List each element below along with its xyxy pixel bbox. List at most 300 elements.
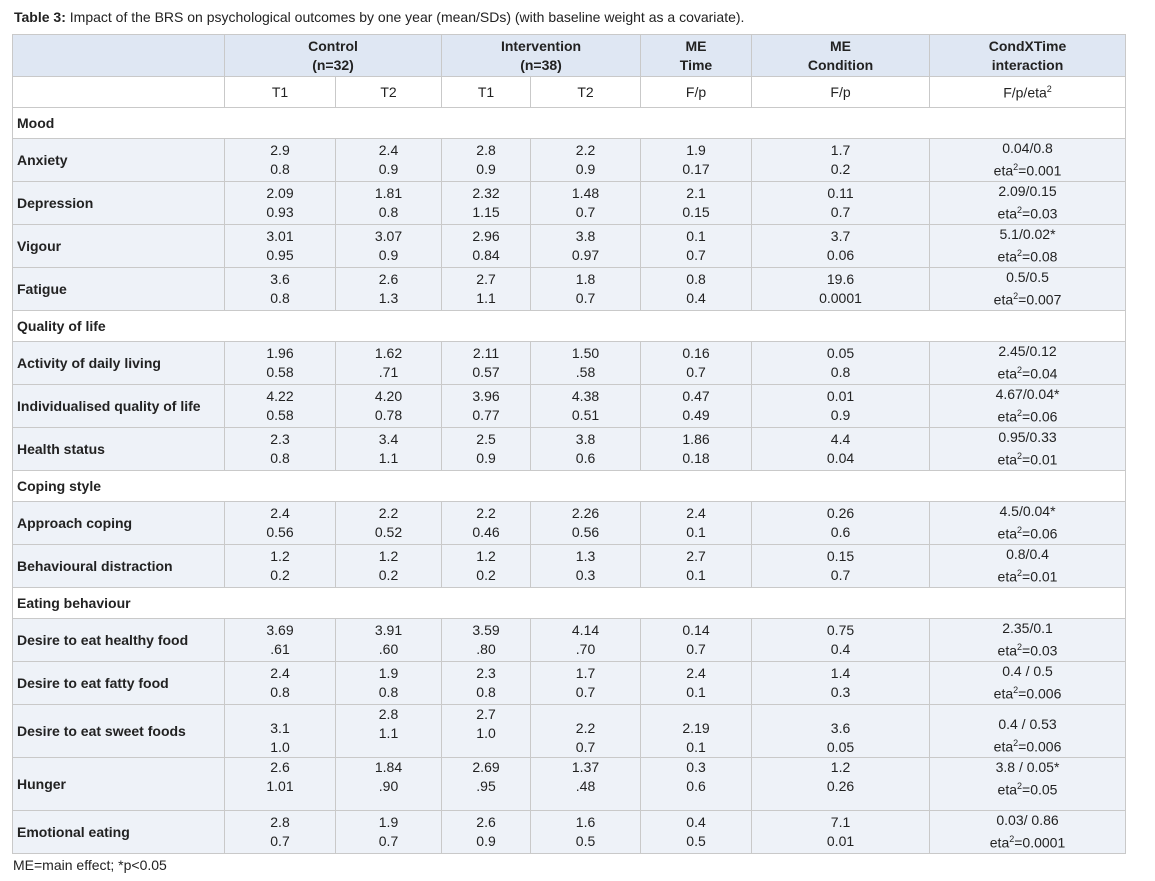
cell-value-mean: 1.81 — [374, 185, 403, 201]
cell-value-sd: eta$^2$=0.04 — [997, 365, 1058, 382]
table-cell — [225, 342, 336, 385]
table-cell — [641, 182, 752, 225]
table-cell — [752, 545, 930, 588]
header-intervention: Intervention (n=38) — [442, 35, 641, 77]
cell-value-sd: 0.52 — [374, 524, 403, 540]
row-label: Approach coping — [13, 502, 225, 545]
cell-value-mean: 1.2 — [830, 759, 851, 775]
cell-value-sd: 1.0 — [270, 739, 290, 755]
table-cell — [752, 225, 930, 268]
cell-value-mean: 1.62 — [374, 345, 403, 361]
cell-value-sd: 0.7 — [830, 567, 851, 583]
cell-value-sd: .71 — [378, 364, 399, 380]
table-cell — [336, 502, 442, 545]
cell-value-mean: 3.6 — [830, 720, 851, 736]
row-label: Desire to eat fatty food — [13, 662, 225, 705]
cell-value-mean: 0.5/0.5 — [1006, 269, 1049, 286]
cell-value-mean: 2.96 — [472, 228, 500, 244]
cell-value-mean: 3.01 — [266, 228, 294, 244]
cell-value-mean: 7.1 — [830, 814, 851, 830]
cell-value-mean: 0.01 — [826, 388, 855, 404]
table-caption — [14, 9, 744, 25]
cell-value-sd: eta$^2$=0.03 — [997, 205, 1058, 222]
subheader-cell: F/p — [641, 77, 752, 108]
cell-value-mean: 5.1/0.02* — [999, 226, 1056, 243]
table-cell — [442, 545, 531, 588]
header-me-condition: ME Condition — [752, 35, 930, 77]
cell-value-sd: 0.97 — [571, 247, 600, 263]
cell-value-sd: 0.9 — [378, 161, 399, 177]
cell-value-mean: 3.4 — [378, 431, 399, 447]
cell-value-sd: 0.93 — [266, 204, 294, 220]
table-cell — [641, 811, 752, 854]
cell-value-mean: 1.3 — [575, 548, 596, 564]
cell-value-sd: 0.7 — [686, 641, 706, 657]
cell-value-mean: 2.35/0.1 — [1002, 620, 1053, 637]
cell-value-mean: 1.9 — [378, 814, 399, 830]
cell-value-sd: 0.26 — [826, 778, 855, 794]
cell-value-sd: 0.4 — [686, 290, 706, 306]
row-label: Behavioural distraction — [13, 545, 225, 588]
group-label: Mood — [13, 108, 1126, 139]
table-cell — [930, 385, 1126, 428]
table-cell — [225, 182, 336, 225]
table-row — [13, 662, 1126, 705]
table-cell — [531, 342, 641, 385]
cell-value-mean: 2.7 — [476, 706, 496, 722]
cell-value-sd: 0.6 — [686, 778, 706, 794]
cell-value-sd: .70 — [575, 641, 596, 657]
cell-value-mean: 1.9 — [686, 142, 706, 158]
cell-value-mean: 19.6 — [826, 271, 855, 287]
table-cell — [752, 758, 930, 811]
cell-value-sd: 0.5 — [575, 833, 596, 849]
cell-value-sd: 0.5 — [686, 833, 706, 849]
table-cell — [641, 619, 752, 662]
cell-value-mean: 2.2 — [575, 720, 596, 736]
table-row — [13, 268, 1126, 311]
cell-value-mean: 4.67/0.04* — [995, 386, 1060, 403]
cell-value-mean: 2.7 — [476, 271, 496, 287]
group-label: Quality of life — [13, 311, 1126, 342]
cell-value-sd: 0.56 — [571, 524, 600, 540]
cell-value-sd: eta$^2$=0.01 — [997, 451, 1058, 468]
cell-value-sd: 0.1 — [686, 567, 706, 583]
cell-value-sd: 0.6 — [830, 524, 851, 540]
cell-value-sd: 0.9 — [378, 247, 399, 263]
cell-value-mean: 2.26 — [571, 505, 600, 521]
cell-value-sd: 0.8 — [270, 684, 290, 700]
cell-value-sd: 0.95 — [266, 247, 294, 263]
cell-value-sd: .58 — [575, 364, 596, 380]
table-cell — [442, 139, 531, 182]
table-cell — [930, 811, 1126, 854]
table-cell — [336, 545, 442, 588]
row-label: Desire to eat sweet foods — [13, 705, 225, 758]
cell-value-mean: 1.86 — [682, 431, 710, 447]
table-cell — [442, 342, 531, 385]
table-row — [13, 545, 1126, 588]
table-cell — [531, 139, 641, 182]
cell-value-mean: 2.9 — [270, 142, 290, 158]
cell-value-sd: 0.3 — [830, 684, 851, 700]
cell-value-sd: 0.2 — [378, 567, 399, 583]
cell-value-mean: 1.2 — [378, 548, 399, 564]
table-cell — [752, 619, 930, 662]
table-cell — [930, 619, 1126, 662]
row-label: Desire to eat healthy food — [13, 619, 225, 662]
cell-value-sd: eta$^2$=0.001 — [993, 162, 1062, 179]
cell-value-sd: eta$^2$=0.007 — [993, 291, 1062, 308]
subheader-cell: F/p/eta$^2$ — [930, 77, 1126, 108]
cell-value-sd: 0.9 — [476, 833, 496, 849]
table-cell — [752, 502, 930, 545]
cell-value-mean: 2.45/0.12 — [998, 343, 1057, 360]
table-cell — [930, 139, 1126, 182]
table-cell — [752, 811, 930, 854]
cell-value-mean: 1.7 — [830, 142, 851, 158]
cell-value-mean: 1.8 — [575, 271, 596, 287]
cell-value-mean: 0.05 — [826, 345, 855, 361]
table-row — [13, 385, 1126, 428]
cell-value-sd: 0.9 — [476, 450, 496, 466]
cell-value-sd: eta$^2$=0.06 — [997, 525, 1058, 542]
cell-value-mean: 3.7 — [830, 228, 851, 244]
subheader-cell: T1 — [442, 77, 531, 108]
cell-value-mean: 3.8 — [575, 431, 596, 447]
cell-value-mean: 0.4 / 0.53 — [998, 716, 1057, 733]
cell-value-sd: eta$^2$=0.0001 — [989, 834, 1066, 851]
cell-value-sd: 0.78 — [374, 407, 403, 423]
table-cell — [442, 619, 531, 662]
table-cell — [531, 225, 641, 268]
cell-value-sd: eta$^2$=0.006 — [993, 738, 1062, 755]
cell-value-mean: 2.4 — [686, 665, 706, 681]
cell-value-mean: 4.14 — [571, 622, 600, 638]
table-cell — [336, 662, 442, 705]
group-row — [13, 108, 1126, 139]
table-cell — [225, 268, 336, 311]
cell-value-mean: 0.4 / 0.5 — [1002, 663, 1053, 680]
cell-value-sd: 0.8 — [378, 204, 399, 220]
cell-value-sd: 0.0001 — [819, 290, 862, 306]
cell-value-mean: 2.6 — [270, 759, 290, 775]
cell-value-sd: eta$^2$=0.08 — [997, 248, 1058, 265]
cell-value-mean: 2.19 — [682, 720, 710, 736]
table-cell — [531, 758, 641, 811]
table-cell — [752, 705, 930, 758]
cell-value-mean: 1.2 — [270, 548, 290, 564]
cell-value-sd: 0.9 — [575, 161, 596, 177]
table-cell — [930, 705, 1126, 758]
cell-value-mean: 3.96 — [472, 388, 500, 404]
footnote: ME=main effect; *p<0.05 — [13, 857, 167, 873]
cell-value-mean: 2.5 — [476, 431, 496, 447]
table-row — [13, 705, 1126, 758]
cell-value-mean: 1.4 — [830, 665, 851, 681]
cell-value-sd: 0.7 — [575, 204, 596, 220]
cell-value-mean: 0.15 — [826, 548, 855, 564]
table-cell — [641, 225, 752, 268]
cell-value-mean: 1.37 — [571, 759, 600, 775]
cell-value-sd: 0.84 — [472, 247, 500, 263]
cell-value-mean: 0.04/0.8 — [1002, 140, 1053, 157]
results-table — [12, 34, 1126, 854]
cell-value-sd: 0.7 — [378, 833, 399, 849]
cell-value-mean: 2.2 — [378, 505, 399, 521]
table-cell — [442, 428, 531, 471]
cell-value-sd: 0.7 — [270, 833, 290, 849]
cell-value-sd: 0.56 — [266, 524, 294, 540]
cell-value-sd: 0.8 — [830, 364, 851, 380]
table-cell — [930, 545, 1126, 588]
cell-value-mean: 3.91 — [374, 622, 403, 638]
table-cell — [752, 428, 930, 471]
table-cell — [336, 428, 442, 471]
cell-value-sd: 0.4 — [830, 641, 851, 657]
cell-value-sd: eta$^2$=0.03 — [997, 642, 1058, 659]
table-cell — [531, 545, 641, 588]
cell-value-sd: 0.2 — [476, 567, 496, 583]
group-label: Eating behaviour — [13, 588, 1126, 619]
table-cell — [930, 502, 1126, 545]
cell-value-mean: 0.26 — [826, 505, 855, 521]
subheader-cell: T2 — [336, 77, 442, 108]
cell-value-mean: 0.03/ 0.86 — [996, 812, 1059, 829]
table-cell — [930, 428, 1126, 471]
cell-value-sd: 0.46 — [472, 524, 500, 540]
subheader-eta-text: F/p/eta — [1003, 84, 1047, 101]
cell-value-mean: 2.09 — [266, 185, 294, 201]
table-cell — [225, 139, 336, 182]
table-cell — [225, 428, 336, 471]
table-cell — [641, 705, 752, 758]
cell-value-mean: 2.7 — [686, 548, 706, 564]
cell-value-sd: 0.17 — [682, 161, 710, 177]
table-cell — [336, 758, 442, 811]
cell-value-mean: 2.4 — [378, 142, 399, 158]
row-label: Hunger — [13, 758, 225, 811]
table-cell — [930, 662, 1126, 705]
row-label: Individualised quality of life — [13, 385, 225, 428]
table-cell — [336, 182, 442, 225]
cell-value-mean: 2.4 — [270, 665, 290, 681]
subheader-cell: T1 — [225, 77, 336, 108]
table-cell — [442, 758, 531, 811]
table-cell — [531, 428, 641, 471]
cell-value-mean: 2.4 — [270, 505, 290, 521]
cell-value-mean: 2.1 — [686, 185, 706, 201]
cell-value-mean: 2.2 — [476, 505, 496, 521]
cell-value-mean: 0.11 — [827, 185, 854, 201]
cell-value-mean: 0.8 — [686, 271, 706, 287]
cell-value-sd: 0.04 — [826, 450, 855, 466]
cell-value-sd: 0.49 — [682, 407, 710, 423]
table-cell — [225, 619, 336, 662]
table-cell — [930, 182, 1126, 225]
cell-value-sd: 0.18 — [682, 450, 710, 466]
table-cell — [442, 268, 531, 311]
table-cell — [752, 385, 930, 428]
table-cell — [336, 139, 442, 182]
table-cell — [336, 385, 442, 428]
cell-value-sd: 0.8 — [476, 684, 496, 700]
table-cell — [641, 342, 752, 385]
table-cell — [442, 705, 531, 758]
cell-value-mean: 3.6 — [270, 271, 290, 287]
cell-value-mean: 2.4 — [686, 505, 706, 521]
table-cell — [442, 385, 531, 428]
cell-value-sd: 0.58 — [266, 407, 294, 423]
cell-value-sd: 0.8 — [378, 684, 399, 700]
cell-value-mean: 1.6 — [575, 814, 596, 830]
cell-value-sd: .95 — [476, 778, 496, 794]
cell-value-mean: 4.4 — [830, 431, 851, 447]
table-cell — [225, 758, 336, 811]
cell-value-mean: 4.22 — [266, 388, 294, 404]
table-cell — [531, 182, 641, 225]
table-cell — [641, 662, 752, 705]
cell-value-mean: 2.3 — [270, 431, 290, 447]
cell-value-sd: .61 — [270, 641, 290, 657]
subheader-cell: T2 — [531, 77, 641, 108]
cell-value-mean: 1.7 — [575, 665, 596, 681]
table-cell — [752, 182, 930, 225]
cell-value-sd: 0.8 — [270, 450, 290, 466]
cell-value-sd: .80 — [476, 641, 496, 657]
cell-value-sd: 0.77 — [472, 407, 500, 423]
subheader-blank — [13, 77, 225, 108]
header-interaction: CondXTime interaction — [930, 35, 1126, 77]
cell-value-sd: .48 — [575, 778, 596, 794]
row-label: Fatigue — [13, 268, 225, 311]
table-cell — [442, 662, 531, 705]
caption-label: Table 3: — [14, 9, 66, 25]
cell-value-mean: 2.69 — [472, 759, 500, 775]
cell-value-mean: 1.50 — [571, 345, 600, 361]
table-cell — [336, 225, 442, 268]
table-cell — [225, 705, 336, 758]
table-row — [13, 342, 1126, 385]
cell-value-mean: 3.8 / 0.05* — [995, 759, 1060, 775]
cell-value-sd: 0.7 — [686, 247, 706, 263]
cell-value-sd: 1.1 — [378, 450, 399, 466]
cell-value-sd: 0.15 — [682, 204, 710, 220]
table-cell — [641, 758, 752, 811]
cell-value-mean: 3.69 — [266, 622, 294, 638]
cell-value-mean: 0.95/0.33 — [998, 429, 1057, 446]
cell-value-sd: 0.6 — [575, 450, 596, 466]
cell-value-mean: 2.3 — [476, 665, 496, 681]
cell-value-mean: 3.59 — [472, 622, 500, 638]
cell-value-sd: 0.2 — [830, 161, 851, 177]
cell-value-sd: 1.0 — [476, 725, 496, 741]
cell-value-sd: 0.7 — [575, 290, 596, 306]
row-label: Depression — [13, 182, 225, 225]
table-cell — [531, 662, 641, 705]
cell-value-mean: 0.3 — [686, 759, 706, 775]
cell-value-mean: 4.38 — [571, 388, 600, 404]
cell-value-sd: .60 — [378, 641, 399, 657]
cell-value-mean: 3.07 — [374, 228, 403, 244]
table-row — [13, 225, 1126, 268]
table-cell — [336, 342, 442, 385]
cell-value-mean: 0.16 — [682, 345, 710, 361]
cell-value-sd: 1.01 — [266, 778, 294, 794]
table-cell — [225, 545, 336, 588]
cell-value-sd: eta$^2$=0.05 — [997, 781, 1058, 798]
table-cell — [752, 342, 930, 385]
table-cell — [641, 268, 752, 311]
table-cell — [641, 385, 752, 428]
table-cell — [225, 385, 336, 428]
header-row-main — [13, 35, 1126, 77]
table-row — [13, 619, 1126, 662]
cell-value-mean: 1.84 — [374, 759, 403, 775]
cell-value-sd: 1.1 — [378, 725, 399, 741]
cell-value-sd: 0.8 — [270, 290, 290, 306]
cell-value-mean: 2.32 — [472, 185, 500, 201]
header-me-time: ME Time — [641, 35, 752, 77]
table-cell — [531, 705, 641, 758]
cell-value-mean: 2.6 — [378, 271, 399, 287]
cell-value-sd: 0.1 — [686, 739, 706, 755]
cell-value-sd: 0.57 — [472, 364, 500, 380]
group-row — [13, 311, 1126, 342]
cell-value-sd: 0.1 — [686, 684, 706, 700]
group-label: Coping style — [13, 471, 1126, 502]
cell-value-sd: 1.3 — [378, 290, 399, 306]
cell-value-mean: 2.6 — [476, 814, 496, 830]
cell-value-sd: 0.9 — [830, 407, 851, 423]
header-control: Control (n=32) — [225, 35, 442, 77]
row-label: Activity of daily living — [13, 342, 225, 385]
row-label: Vigour — [13, 225, 225, 268]
table-cell — [641, 139, 752, 182]
cell-value-sd: 0.7 — [686, 364, 706, 380]
cell-value-sd: 0.05 — [826, 739, 855, 755]
cell-value-sd: .90 — [378, 778, 399, 794]
cell-value-sd: eta$^2$=0.01 — [997, 568, 1058, 585]
table-cell — [752, 662, 930, 705]
cell-value-sd: 0.1 — [686, 524, 706, 540]
cell-value-mean: 2.09/0.15 — [998, 183, 1057, 200]
cell-value-sd: 0.8 — [270, 161, 290, 177]
cell-value-sd: 0.7 — [575, 739, 596, 755]
header-blank — [13, 35, 225, 77]
cell-value-sd: eta$^2$=0.06 — [997, 408, 1058, 425]
cell-value-mean: 2.11 — [472, 345, 500, 361]
cell-value-mean: 1.9 — [378, 665, 399, 681]
cell-value-mean: 4.20 — [374, 388, 403, 404]
table-cell — [442, 225, 531, 268]
table-cell — [752, 139, 930, 182]
table-cell — [442, 811, 531, 854]
cell-value-mean: 1.2 — [476, 548, 496, 564]
table-cell — [336, 619, 442, 662]
group-row — [13, 588, 1126, 619]
table-cell — [752, 268, 930, 311]
cell-value-sd: 0.7 — [575, 684, 596, 700]
table-cell — [930, 225, 1126, 268]
table-row — [13, 139, 1126, 182]
table-cell — [930, 342, 1126, 385]
table-cell — [225, 811, 336, 854]
cell-value-mean: 0.1 — [686, 228, 706, 244]
table-row — [13, 502, 1126, 545]
table-row — [13, 758, 1126, 811]
table-body — [13, 108, 1126, 854]
